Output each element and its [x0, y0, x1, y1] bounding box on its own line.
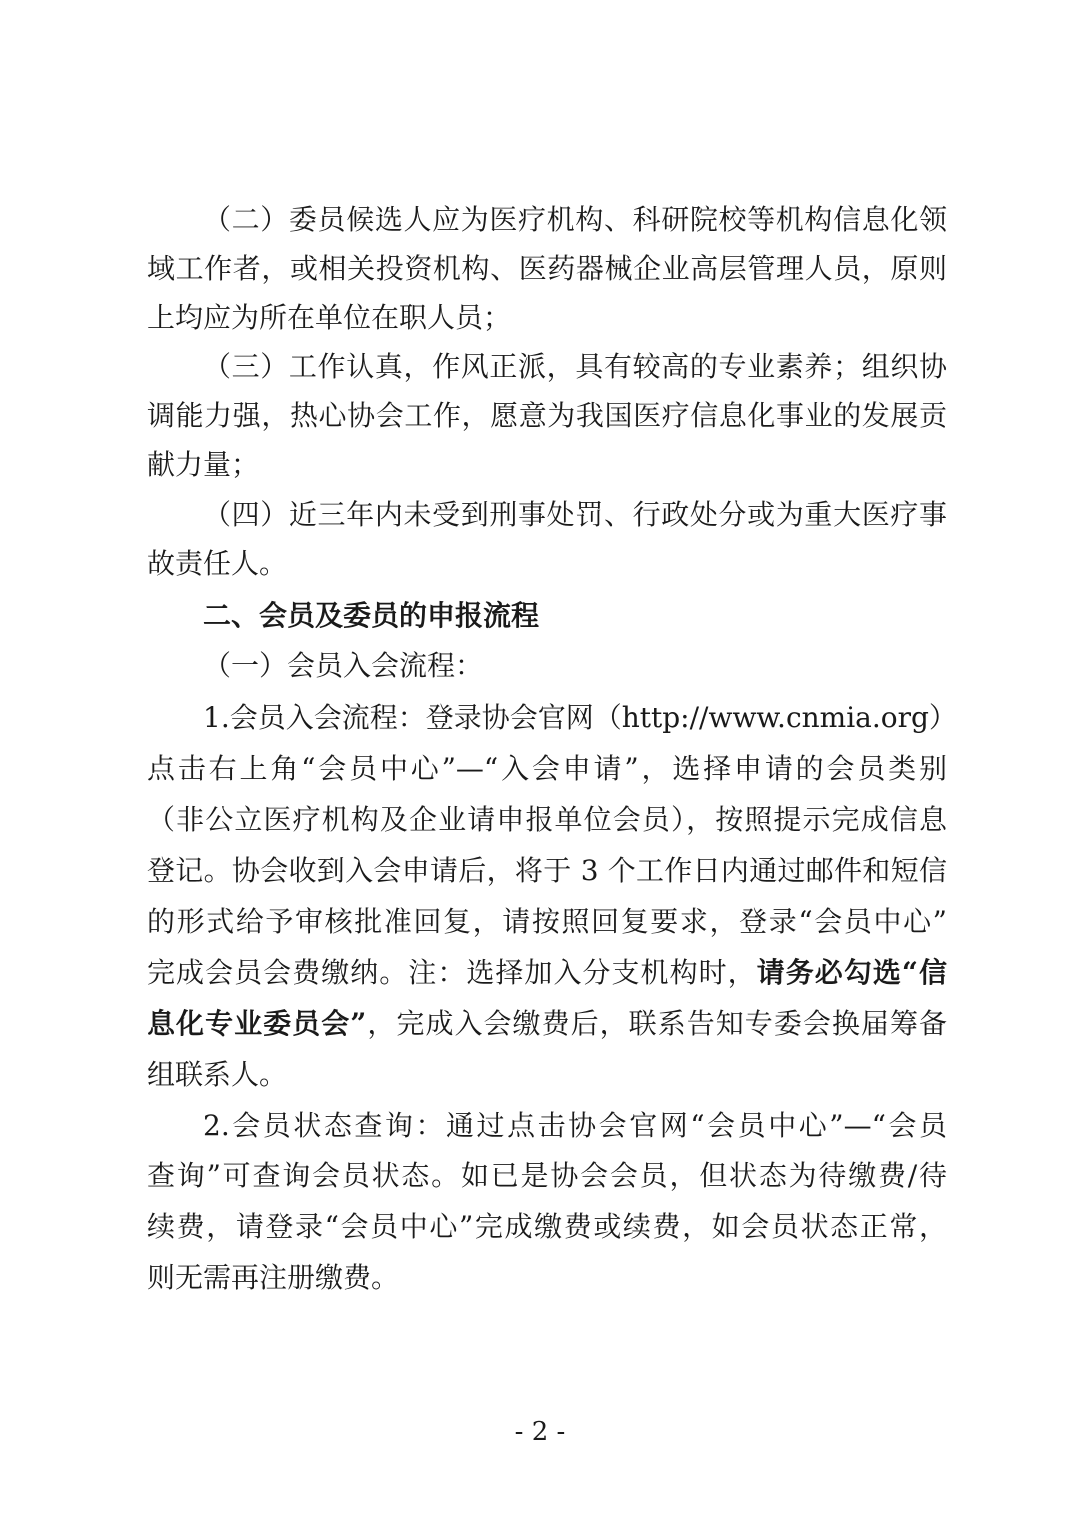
paragraph-line [147, 955, 947, 991]
emphasis-text: 息化专业委员会” [147, 1007, 367, 1040]
paragraph-line: 故责任人。 [147, 547, 288, 580]
paragraph-line: 登记。协会收到入会申请后，将于 3 个工作日内通过邮件和短信 [147, 854, 947, 887]
paragraph-line: 则无需再注册缴费。 [147, 1261, 400, 1294]
paragraph-text: ，完成入会缴费后，联系告知专委会换届筹备 [366, 1007, 947, 1040]
paragraph-line: 的形式给予审核批准回复，请按照回复要求，登录“会员中心” [147, 905, 947, 938]
paragraph-line [147, 1006, 947, 1042]
section-heading: 二、会员及委员的申报流程 [203, 599, 540, 632]
paragraph-line: 献力量； [147, 448, 260, 481]
paragraph-line: 2.会员状态查询：通过点击协会官网“会员中心”—“会员 [203, 1109, 947, 1142]
paragraph-line: （四）近三年内未受到刑事处罚、行政处分或为重大医疗事 [203, 498, 947, 531]
emphasis-text: 请务必勾选“信 [756, 956, 947, 989]
paragraph-line: 1.会员入会流程：登录协会官网（http://www.cnmia.org） [203, 701, 957, 734]
paragraph-line: 域工作者，或相关投资机构、医药器械企业高层管理人员，原则 [147, 252, 947, 285]
paragraph-line: 调能力强，热心协会工作，愿意为我国医疗信息化事业的发展贡 [147, 399, 947, 432]
page-number: - 2 - [514, 1417, 566, 1447]
paragraph-line: （三）工作认真，作风正派，具有较高的专业素养；组织协 [203, 350, 947, 383]
paragraph-line: （二）委员候选人应为医疗机构、科研院校等机构信息化领 [203, 203, 947, 236]
paragraph-line: 组联系人。 [147, 1058, 288, 1091]
paragraph-line: 查询”可查询会员状态。如已是协会会员，但状态为待缴费/待 [147, 1159, 947, 1192]
subsection-heading: （一）会员入会流程： [203, 649, 484, 682]
paragraph-line: （非公立医疗机构及企业请申报单位会员），按照提示完成信息 [147, 803, 947, 836]
paragraph-line: 续费，请登录“会员中心”完成缴费或续费，如会员状态正常， [147, 1210, 947, 1243]
paragraph-line: 上均应为所在单位在职人员； [147, 301, 512, 334]
paragraph-text: 完成会员会费缴纳。注：选择加入分支机构时， [147, 956, 757, 989]
paragraph-line: 点击右上角“会员中心”—“入会申请”，选择申请的会员类别 [147, 752, 947, 785]
